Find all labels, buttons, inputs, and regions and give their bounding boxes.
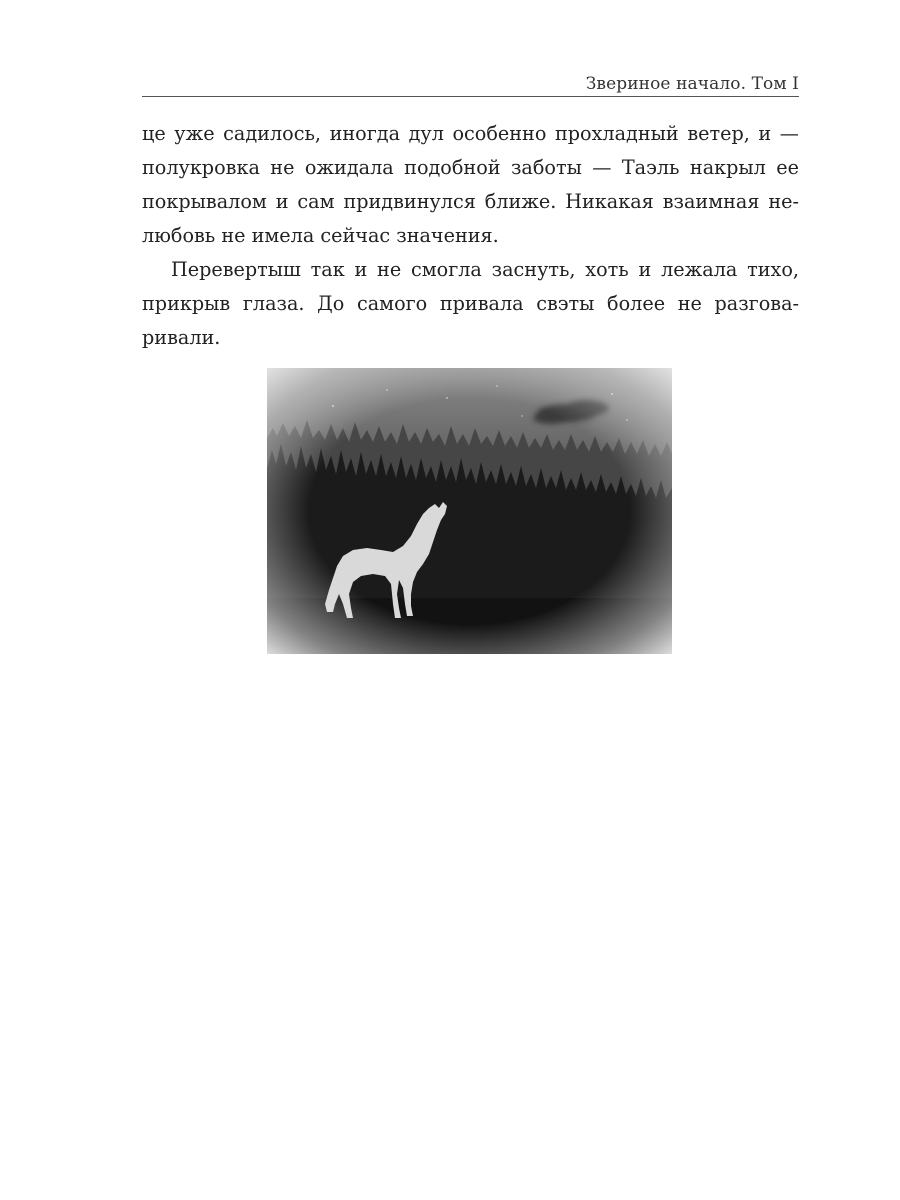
text-line: Перевертыш так и не смогла заснуть, хоть и лежала тихо,	[171, 258, 799, 281]
text-line: любовь не имела сейчас значения.	[142, 224, 499, 247]
paragraph-1	[142, 117, 799, 253]
text-line: це уже садилось, иногда дул особенно прохладный ветер, и —	[142, 122, 799, 145]
text-line: прикрыв глаза. До самого привала свэты более не разгова-	[142, 292, 799, 315]
wolf-illustration	[267, 368, 672, 654]
running-title: Звериное начало. Том I	[585, 74, 799, 94]
vignette	[267, 368, 672, 654]
body-text	[142, 117, 799, 355]
text-line: полукровка не ожидала подобной заботы — Таэль накрыл ее	[142, 156, 799, 179]
text-line: ривали.	[142, 326, 221, 349]
paragraph-2	[142, 253, 799, 355]
running-header	[142, 74, 799, 97]
text-line: покрывалом и сам придвинулся ближе. Никакая взаимная не-	[142, 190, 799, 213]
